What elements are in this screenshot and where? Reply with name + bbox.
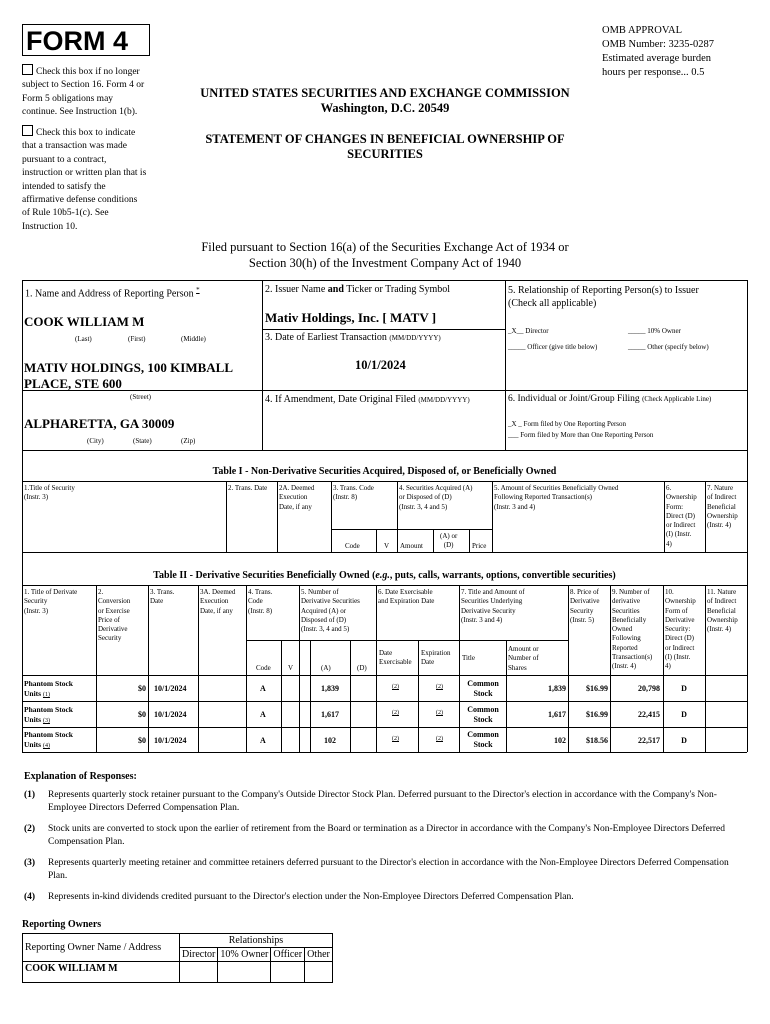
rel-director: _X__ Director — [508, 327, 549, 335]
table-row: COOK WILLIAM M — [23, 962, 333, 983]
table1-title: Table I - Non-Derivative Securities Acquired, Disposed of, or Beneficially Owned — [212, 466, 557, 477]
t2-col8-header: 8. Price of Derivative Security (Instr. 5) — [570, 588, 600, 624]
box4-label: 4. If Amendment, Date Original Filed (MM/DD/YYYY) — [265, 394, 470, 405]
explanation-title: Explanation of Responses: — [24, 771, 137, 782]
earliest-transaction-date: 10/1/2024 — [355, 358, 406, 372]
list-item: (1) Represents quarterly stock retainer pursuant to the Company's Outside Director Stock Plan. Deferred pursuant to the Director's election in accordance with the Company's Non-Employee Directors Deferred Compensation Plan. — [24, 790, 717, 813]
t2-col7-header: 7. Title and Amount of Securities Underlying Derivative Security (Instr. 3 and 4) — [461, 588, 525, 624]
t1-col4-header: 4. Securities Acquired (A) or Disposed of (D) (Instr. 3, 4 and 5) — [399, 484, 473, 511]
t2-col11-header: 11. Nature of Indirect Beneficial Ownership (Instr. 4) — [707, 588, 738, 634]
rel-ten-pct-owner: _____ 10% Owner — [628, 327, 681, 335]
t2-col1-header: 1. Title of Derivate Security (Instr. 3) — [24, 588, 78, 615]
reporting-owners-table: Reporting Owner Name / Address Relationships Director 10% Owner Officer Other COOK WILLIAM M — [22, 933, 333, 983]
box3-label: 3. Date of Earliest Transaction (MM/DD/YYYY) — [265, 332, 441, 343]
form-title: FORM 4 — [22, 24, 150, 56]
box5-label: 5. Relationship of Reporting Person(s) to Issuer (Check all applicable) — [508, 285, 699, 309]
t2-col3-header: 3. Trans. Date — [150, 588, 175, 606]
rel-other: _____ Other (specify below) — [628, 343, 709, 351]
omb-approval: OMB APPROVAL OMB Number: 3235-0287 Estimated average burden hours per response... 0.5 — [602, 25, 714, 78]
list-item: (4) Represents in-kind dividends credited pursuant to the Director's election under the Non-Employee Directors Deferred Compensation Plan. — [24, 892, 574, 902]
t1-col2-header: 2. Trans. Date — [228, 484, 268, 492]
filing-one-person: _X _ Form filed by One Reporting Person — [508, 420, 627, 428]
t1-col1-header: 1.Title of Security (Instr. 3) — [24, 484, 75, 502]
t2-col5-header: 5. Number of Derivative Securities Acquired (A) or Disposed of (D) (Instr. 3, 4 and 5) — [301, 588, 360, 634]
box1-label: 1. Name and Address of Reporting Person * — [25, 286, 200, 300]
rel-officer: _____ Officer (give title below) — [508, 343, 598, 351]
issuer-name: Mativ Holdings, Inc. [ MATV ] — [265, 310, 437, 325]
explanation-list — [24, 789, 736, 912]
t2-col6-header: 6. Date Exercisable and Expiration Date — [378, 588, 435, 606]
list-item: (2) Stock units are converted to stock upon the earlier of retirement from the Board or termination as a Director in accordance with the Company's Non-Employee Directors Deferred Compensation Plan. — [24, 824, 726, 847]
agency-heading: UNITED STATES SECURITIES AND EXCHANGE COMMISSION Washington, D.C. 20549 — [200, 86, 570, 115]
box6-label: 6. Individual or Joint/Group Filing (Check Applicable Line) — [508, 394, 712, 404]
checkbox-icon[interactable] — [22, 64, 33, 75]
statement-heading: STATEMENT OF CHANGES IN BENEFICIAL OWNERSHIP OF SECURITIES — [205, 132, 565, 161]
t2-col9-header: 9. Number of derivative Securities Beneficially Owned Following Reported Transaction(s) (Instr. 4) — [612, 588, 653, 671]
t2-col2-header: 2. Conversion or Exercise Price of Derivative Security — [98, 588, 131, 643]
t1-col5-header: 5. Amount of Securities Beneficially Owned Following Reported Transaction(s) (Instr. 3 and 4) — [494, 484, 619, 511]
t1-col7-header: 7. Nature of Indirect Beneficial Ownership (Instr. 4) — [707, 484, 738, 530]
checkbox-icon[interactable] — [22, 125, 33, 136]
table2-title: Table II - Derivative Securities Beneficially Owned (e.g., puts, calls, warrants, options, convertible securities) — [153, 570, 616, 581]
checkbox-10b5-1[interactable]: Check this box to indicate that a transaction was made pursuant to a contract, instruction or written plan that is intended to satisfy the affirmative defense conditions of Rule 10b5-1(c). See Instruction 10. — [22, 125, 172, 234]
filing-more-persons: ___ Form filed by More than One Reporting Person — [508, 431, 654, 439]
box2-label: 2. Issuer Name and Ticker or Trading Symbol — [265, 284, 451, 295]
reporting-person-name: COOK WILLIAM M — [24, 314, 145, 329]
t1-col6-header: 6. Ownership Form: Direct (D) or Indirect (I) (Instr. 4) — [666, 484, 697, 548]
filed-pursuant: Filed pursuant to Section 16(a) of the Securities Exchange Act of 1934 or Section 30(h) of the Investment Company Act of 1940 — [201, 240, 569, 270]
t2-col3a-header: 3A. Deemed Execution Date, if any — [200, 588, 236, 615]
reporting-owners-title: Reporting Owners — [22, 919, 102, 930]
t2-col4-header: 4. Trans. Code (Instr. 8) — [248, 588, 273, 615]
t1-col3-header: 3. Trans. Code (Instr. 8) — [333, 484, 374, 502]
street-address: MATIV HOLDINGS, 100 KIMBALL PLACE, STE 600 — [24, 360, 233, 391]
city-state-zip: ALPHARETTA, GA 30009 — [24, 416, 175, 431]
list-item: (3) Represents quarterly meeting retainer and committee retainers deferred pursuant to the Director's election in accordance with the Non-Employee Directors Deferred Compensation Plan. — [24, 858, 729, 881]
t2-col10-header: 10. Ownership Form of Derivative Security: Direct (D) or Indirect (I) (Instr. 4) — [665, 588, 696, 671]
checkbox-section16[interactable]: Check this box if no longer subject to Section 16. Form 4 or Form 5 obligations may continue. See Instruction 1(b). — [22, 64, 172, 120]
t1-col2a-header: 2A. Deemed Execution Date, if any — [279, 484, 315, 511]
